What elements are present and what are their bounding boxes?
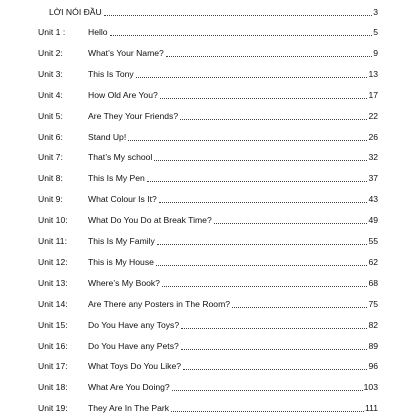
toc-entry-title: Where’s My Book?	[88, 277, 160, 288]
toc-entry-title: What Toys Do You Like?	[88, 361, 181, 372]
toc-unit-label: Unit 10:	[38, 215, 68, 226]
toc-entry-title: This Is Tony	[88, 68, 134, 79]
toc-page-number: 17	[368, 89, 378, 100]
toc-page-number: 89	[368, 340, 378, 351]
toc-leader	[180, 119, 367, 120]
toc-row	[0, 336, 400, 356]
toc-row	[0, 315, 400, 335]
toc-entry-title: This is My House	[88, 256, 154, 267]
toc-leader	[159, 202, 367, 203]
toc-unit-label: Unit 1 :	[38, 27, 66, 37]
toc-leader	[154, 160, 367, 161]
toc-row	[0, 252, 400, 272]
toc-row	[0, 85, 400, 105]
toc-row	[0, 64, 400, 84]
toc-unit-label: Unit 16:	[38, 340, 68, 351]
toc-leader	[156, 265, 367, 266]
toc-preface-page: 3	[373, 7, 378, 17]
toc-row	[0, 210, 400, 230]
toc-entry-title: They Are In The Park	[88, 403, 170, 414]
toc-unit-label: Unit 13:	[38, 277, 68, 288]
toc-row	[0, 168, 400, 188]
toc-unit-label: Unit 9:	[38, 194, 63, 205]
toc-page-number: 75	[368, 298, 378, 309]
toc-unit-label: Unit 15:	[38, 319, 68, 330]
toc-unit-label: Unit 19:	[38, 403, 68, 414]
toc-page-number: 49	[368, 215, 378, 226]
toc-entry-title: What’s Your Name?	[88, 47, 164, 58]
toc-unit-label: Unit 2:	[38, 47, 63, 58]
toc-page-number: 43	[368, 194, 378, 205]
toc-entry-title: Are They Your Friends?	[88, 110, 179, 121]
toc-page-number: 9	[373, 47, 378, 58]
toc-page-number: 13	[368, 68, 378, 79]
toc-entry-title: Are There any Posters in The Room?	[88, 298, 231, 309]
toc-leader	[104, 15, 372, 16]
toc-leader	[157, 244, 367, 245]
toc-leader	[214, 223, 367, 224]
toc-unit-label: Unit 12:	[38, 256, 68, 267]
toc-row	[0, 127, 400, 147]
toc-leader	[181, 328, 367, 329]
toc-entry-title: This Is My Family	[88, 236, 155, 246]
toc-row	[0, 294, 400, 314]
toc-page-number: 62	[368, 256, 378, 267]
toc-page-number: 26	[368, 131, 378, 142]
toc-unit-label: Unit 5:	[38, 110, 63, 121]
toc-row	[0, 377, 400, 397]
toc-preface-row	[0, 2, 400, 22]
toc-row	[0, 273, 400, 293]
toc-leader	[128, 140, 367, 141]
toc-unit-label: Unit 8:	[38, 173, 63, 184]
toc-row	[0, 147, 400, 167]
toc-leader	[183, 369, 367, 370]
toc-unit-label: Unit 3:	[38, 68, 63, 79]
toc-leader	[110, 35, 372, 36]
toc-entry-title: Stand Up!	[88, 131, 127, 142]
toc-row	[0, 356, 400, 376]
toc-page-number: 68	[368, 277, 378, 288]
toc-row	[0, 22, 400, 42]
toc-entry-title: What Are You Doing?	[88, 382, 170, 393]
toc-entry-title: This Is My Pen	[88, 173, 145, 184]
toc-entry-title: What Colour Is It?	[88, 194, 157, 205]
toc-entry-title: Hello	[88, 27, 108, 37]
toc-leader	[162, 286, 367, 287]
toc-page-number: 22	[368, 110, 378, 121]
toc-page-number: 32	[368, 152, 378, 163]
toc-page-number: 5	[373, 27, 378, 37]
toc-unit-label: Unit 4:	[38, 89, 63, 100]
toc-unit-label: Unit 6:	[38, 131, 63, 142]
toc-entry-title: Do You Have any Toys?	[88, 319, 180, 330]
toc-row	[0, 189, 400, 209]
toc-unit-label: Unit 11:	[38, 236, 67, 246]
toc-leader	[172, 390, 363, 391]
toc-page-number: 37	[368, 173, 378, 184]
toc-page-number: 96	[368, 361, 378, 372]
toc-row	[0, 231, 400, 251]
toc-leader	[160, 98, 367, 99]
toc-entry-title: That’s My school	[88, 152, 153, 163]
toc-unit-label: Unit 7:	[38, 152, 63, 163]
toc-page-number: 82	[368, 319, 378, 330]
toc-page-number: 103	[363, 382, 378, 393]
toc-leader	[181, 349, 367, 350]
toc-unit-label: Unit 18:	[38, 382, 68, 393]
toc-entry-title: How Old Are You?	[88, 89, 158, 100]
toc-page-number: 111	[364, 403, 378, 414]
toc-row	[0, 106, 400, 126]
toc-leader	[232, 307, 367, 308]
toc-leader	[136, 77, 367, 78]
toc-row	[0, 398, 400, 418]
toc-leader	[147, 181, 367, 182]
toc-leader	[171, 411, 364, 412]
toc-preface-title: LỜI NÓI ĐẦU	[49, 7, 102, 17]
toc-leader	[166, 56, 372, 57]
toc-page-number: 55	[368, 236, 378, 246]
toc-entry-title: What Do You Do at Break Time?	[88, 215, 212, 226]
toc-unit-label: Unit 17:	[38, 361, 68, 372]
toc-unit-label: Unit 14:	[38, 298, 68, 309]
toc-row	[0, 43, 400, 63]
toc-entry-title: Do You Have any Pets?	[88, 340, 179, 351]
